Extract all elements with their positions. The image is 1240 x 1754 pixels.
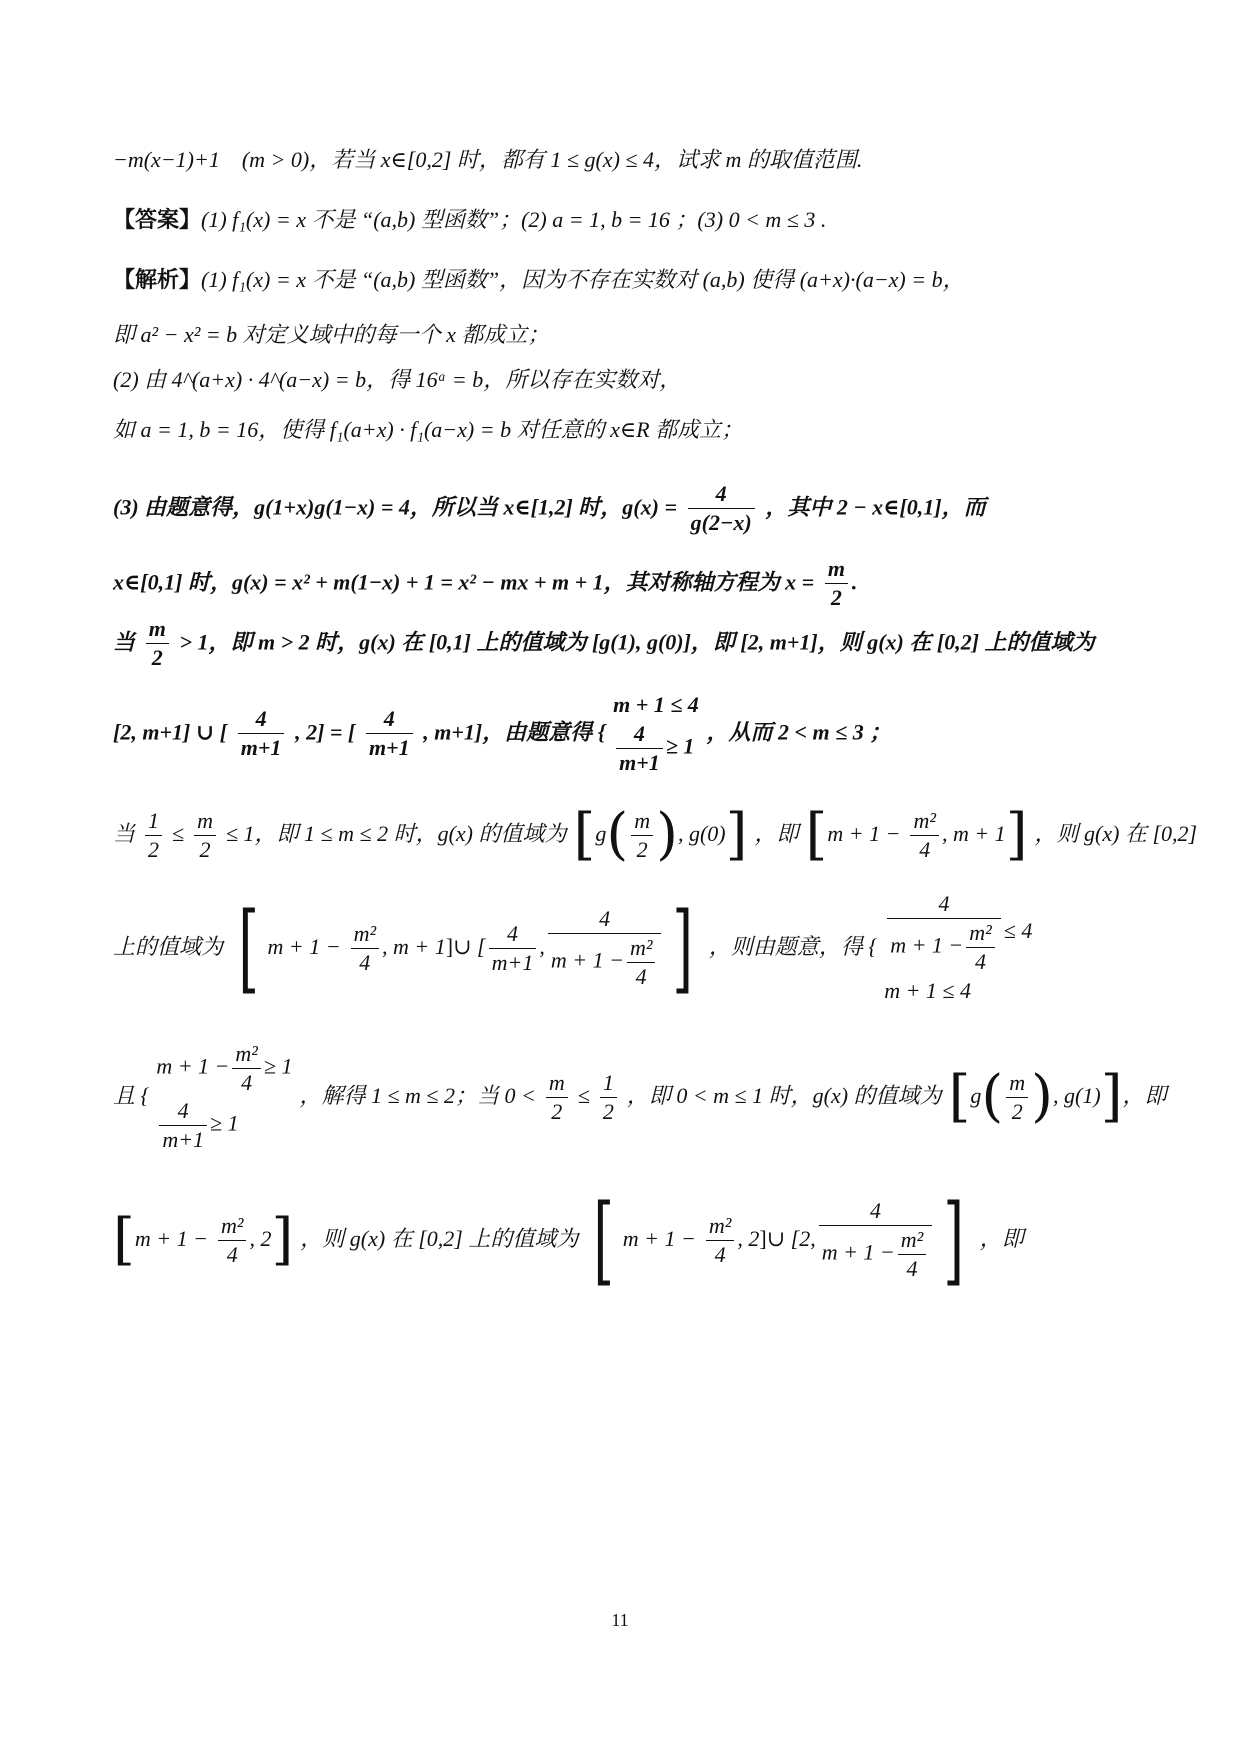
fraction-m2-over-4 [218, 1212, 246, 1269]
fraction-numerator: 4 [489, 920, 537, 949]
fraction-numerator: 1 [600, 1069, 617, 1098]
expr-head: m + 1 − [622, 1226, 696, 1251]
part3-text-2a: x∈[0,1] 时，g(x) = x² + m(1−x) + 1 = x² − mx + m + 1，其对称轴方程为 x = [113, 569, 815, 595]
fraction-numerator: m [825, 555, 848, 584]
fraction-denominator: 2 [636, 836, 648, 862]
fraction-denominator: 4 [226, 1241, 238, 1267]
fraction-1-over-2 [145, 807, 162, 864]
system-row-2: m + 1 ≤ 4 [884, 978, 971, 1003]
fraction-denominator: 4 [714, 1241, 726, 1267]
fraction-m-over-2 [1006, 1069, 1028, 1126]
interval-tail: , m + 1 [382, 934, 446, 959]
part3-text-4c: , m+1]，由题意得 { [423, 719, 606, 745]
part3-text-3b: > 1，即 m > 2 时，g(x) 在 [0,1] 上的值域为 [g(1), g(0)]，即 [2, m+1]，则 g(x) 在 [0,2] 上的值域为 [179, 629, 1095, 655]
case3-text-2a: ，则 g(x) 在 [0,2] 上的值域为 [300, 1226, 579, 1251]
fraction-m2-over-4 [706, 1212, 734, 1269]
case3-text-e: ，即 [1122, 1083, 1167, 1108]
fraction-m-over-2 [631, 807, 653, 864]
case2-text-c: ≤ 1，即 1 ≤ m ≤ 2 时，g(x) 的值域为 [225, 821, 567, 846]
fraction-numerator: m² [898, 1226, 926, 1255]
fraction-numerator: m² [351, 920, 379, 949]
case3-text-a: 且 { [113, 1083, 150, 1108]
expr-head: m + 1 − [550, 947, 624, 973]
system-row-1-relation: ≥ 1 [263, 1053, 293, 1079]
fraction-4-over-mp1 [616, 720, 663, 777]
fraction-denominator: 2 [199, 836, 211, 862]
case2-text-e: ，则 g(x) 在 [0,2] [1034, 821, 1198, 846]
fraction-numerator: m [1006, 1069, 1028, 1098]
fraction-denominator: 2 [151, 645, 163, 670]
part3-text-4a: [2, m+1] ∪ [ [113, 719, 228, 745]
interval-tail: , 2 [737, 1226, 760, 1251]
expr-head: m + 1 − [134, 1226, 208, 1251]
inequality-system [613, 690, 699, 777]
fraction-numerator: m² [910, 807, 938, 836]
fraction-numerator: m [546, 1069, 568, 1098]
part2-line-2 [113, 415, 1140, 446]
g0-term: , g(0) [677, 821, 726, 846]
union-symbol: ∪ [2, [766, 1226, 816, 1251]
part3-line-1 [113, 480, 1140, 537]
fraction-denominator: m+1 [491, 949, 534, 975]
fraction-denominator: 2 [830, 585, 842, 610]
case2-line-1: 当 $\frac{1}{2}$ ≤ $\frac{m}{2}$ ≤ 1，即 1 ≤ m ≤ 2 时，g(x) 的值域为 [g( $\frac{m}{2}$ ), g(0)] ，即 [m + 1 − $\frac{\text{m²}}{4}$ , m + 1] ，则 g(x) 在 [0,2] [113, 802, 1198, 867]
fraction-numerator: 4 [688, 480, 755, 509]
part2-line-1 [113, 365, 1140, 396]
expr-head: m + 1 − [156, 1053, 230, 1079]
analysis-text: (1) f₁(x) = x 不是 “(a,b) 型函数”，因为不存在实数对 (a,b) 使得 (a+x)·(a−x) = b， [201, 267, 965, 292]
page-number: 11 [611, 1610, 629, 1630]
case2-text-b: ≤ [172, 821, 185, 846]
problem-condition-text: −m(x−1)+1 (m > 0)，若当 x∈[0,2] 时，都有 1 ≤ g(x) ≤ 4，试求 m 的取值范围. [113, 147, 863, 172]
answer-tag: 【答案】 [113, 207, 202, 233]
part2-text-1: (2) 由 4^(a+x) · 4^(a−x) = b，得 16ᵃ = b，所以存在实数对， [113, 367, 682, 392]
fraction-denominator: 2 [1011, 1098, 1023, 1124]
problem-condition-line [113, 145, 1140, 176]
fraction-m2-over-4 [910, 807, 938, 864]
part3-text-4b: , 2] = [ [295, 719, 356, 745]
case3-text-b: ，解得 1 ≤ m ≤ 2；当 0 < [299, 1083, 536, 1108]
fraction-numerator: m [194, 807, 216, 836]
inequality-system [156, 1040, 292, 1154]
analysis-text-2: 即 a² − x² = b 对定义域中的每一个 x 都成立； [113, 322, 550, 347]
fraction-denominator: 4 [906, 1256, 918, 1281]
fraction-4-over-mp1 [159, 1097, 207, 1154]
case3-line-2: [m + 1 − $\frac{\text{m²}}{4}$ , 2] ，则 g(x) 在 [0,2] 上的值域为 [ m + 1 − $\frac{\text{m²}}{4}$ , 2]∪ [2, 4 m + 1 − $\frac{\text{m²}}{4}$ ] ，即 [113, 1184, 1024, 1296]
system-row-1 [156, 1040, 292, 1097]
fraction-numerator: 4 [366, 705, 413, 734]
fraction-denominator: m+1 [619, 750, 660, 775]
fraction-numerator: m² [966, 919, 994, 948]
fraction-numerator: m [146, 615, 169, 644]
g-symbol: g [595, 821, 607, 846]
fraction-denominator: g(2−x) [690, 510, 752, 535]
fraction-numerator: 4 [159, 1097, 207, 1126]
inequality-system [884, 890, 1032, 1006]
part3-text-1a: (3) 由题意得，g(1+x)g(1−x) = 4，所以当 x∈[1,2] 时，g(x) = [113, 494, 677, 520]
fraction-m2-over-4 [351, 920, 379, 977]
system-row-1 [884, 890, 1032, 976]
fraction-m2-over-4 [232, 1040, 260, 1097]
fraction-numerator: m² [706, 1212, 734, 1241]
system-row-2-relation: ≥ 1 [210, 1110, 239, 1136]
expr-head: m + 1 − [827, 821, 901, 846]
part3-line-3 [113, 615, 1140, 672]
expr-head: m + 1 − [821, 1239, 895, 1265]
fraction-numerator: m [631, 807, 653, 836]
fraction-m-over-2 [546, 1069, 568, 1126]
fraction-denominator: m+1 [240, 735, 282, 760]
fraction-numerator: 1 [145, 807, 162, 836]
analysis-line-2 [113, 320, 1140, 351]
part2-text-2: 如 a = 1, b = 16，使得 f₁(a+x) · f₁(a−x) = b 对任意的 x∈R 都成立； [113, 417, 744, 442]
fraction-m2-over-4 [627, 934, 655, 991]
case2-text-a: 当 [113, 821, 136, 846]
fraction-m-over-2 [194, 807, 216, 864]
fraction-m-over-2 [825, 555, 848, 612]
fraction-4-over-expr [548, 905, 662, 991]
fraction-numerator: m² [218, 1212, 246, 1241]
fraction-denominator: m+1 [162, 1127, 205, 1152]
case3-text-d: ，即 0 < m ≤ 1 时，g(x) 的值域为 [626, 1083, 942, 1108]
fraction-denominator: 4 [975, 949, 987, 974]
fraction-denominator [819, 1226, 933, 1283]
fraction-numerator: m² [232, 1040, 260, 1069]
fraction-m2-over-4 [966, 919, 994, 976]
fraction-denominator: 2 [602, 1098, 614, 1124]
expr-head: m + 1 − [267, 934, 341, 959]
comma: , [539, 934, 545, 959]
fraction-denominator [887, 919, 1001, 976]
interval-tail: , 2 [249, 1226, 272, 1251]
fraction-denominator: 2 [148, 836, 160, 862]
fraction-denominator: 4 [919, 836, 931, 862]
fraction-4-over-mp1 [366, 705, 413, 762]
answer-line [113, 205, 1140, 236]
g-symbol: g [970, 1083, 982, 1108]
fraction-denominator: 4 [241, 1070, 253, 1095]
fraction-4-over-mp1 [489, 920, 537, 977]
system-row-2-relation: ≥ 1 [665, 733, 695, 759]
case3-text-2b: ，即 [979, 1226, 1024, 1251]
fraction-1-over-2 [600, 1069, 617, 1126]
fraction-4-over-g [688, 480, 755, 537]
fraction-denominator: 4 [359, 949, 371, 975]
system-row-1: m + 1 ≤ 4 [613, 692, 699, 717]
part3-line-4 [113, 690, 1140, 777]
case2-line-2: 上的值域为 [ m + 1 − $\frac{\text{m²}}{4}$ , m + 1]∪ [ $\frac{4}{m+1}$ , 4 m + 1 − $\frac{\text{m²}}{4}$ ] ，则由题意，得 { 4 m + 1 − $\frac{\text{m²}}{4}$ ≤ 4 m + 1 ≤ 4 [113, 891, 1033, 1004]
fraction-numerator: 4 [238, 705, 285, 734]
analysis-tag: 【解析】 [113, 267, 202, 293]
fraction-denominator [548, 934, 662, 991]
analysis-line [113, 265, 1140, 296]
fraction-numerator: 4 [616, 720, 663, 749]
system-row-2 [613, 720, 699, 777]
part3-text-3a: 当 [113, 629, 136, 655]
expr-head: m + 1 − [890, 932, 964, 958]
case2-text-2b: ，则由题意，得 { [708, 934, 878, 959]
fraction-4-over-expr [887, 890, 1001, 976]
fraction-m2-over-4 [898, 1226, 926, 1283]
fraction-numerator: 4 [548, 905, 662, 934]
part3-line-2: x∈[0,1] 时，g(x) = x² + m(1−x) + 1 = x² − mx + m + 1，其对称轴方程为 x = $\frac{m}{2}$ . [113, 556, 857, 610]
g1-term: , g(1) [1053, 1083, 1101, 1108]
case3-line-1: 且 { m + 1 − $\frac{\text{m²}}{4}$ ≥ 1 $\frac{4}{m+1}$ ≥ 1 ，解得 1 ≤ m ≤ 2；当 0 < $\frac{m}{2}$ ≤ $\frac{1}{2}$ ，即 0 < m ≤ 1 时，g(x) 的值域为 [g( $\frac{m}{2}$ ), g(1)]，即 [113, 1041, 1167, 1152]
system-row-1-relation: ≤ 4 [1003, 918, 1033, 944]
part3-text-1b: ，其中 2 − x∈[0,1]，而 [765, 494, 986, 520]
case3-text-c: ≤ [577, 1083, 590, 1108]
fraction-m-over-2 [146, 615, 169, 672]
system-row-2 [156, 1097, 292, 1154]
fraction-4-over-expr [819, 1197, 933, 1283]
union-symbol: ∪ [ [453, 934, 486, 959]
fraction-numerator: m² [627, 934, 655, 963]
fraction-4-over-mp1 [238, 705, 285, 762]
case2-text-d: ，即 [754, 821, 799, 846]
case2-text-2a: 上的值域为 [113, 934, 224, 959]
fraction-denominator: 2 [551, 1098, 563, 1124]
answer-text: (1) f₁(x) = x 不是 “(a,b) 型函数”；(2) a = 1, b = 16 ；(3) 0 < m ≤ 3 . [201, 207, 827, 232]
fraction-numerator: 4 [887, 890, 1001, 919]
fraction-numerator: 4 [819, 1197, 933, 1226]
interval-tail: , m + 1 [941, 821, 1006, 846]
part3-text-4d: ，从而 2 < m ≤ 3 ； [706, 719, 892, 745]
fraction-denominator: 4 [635, 964, 647, 989]
fraction-denominator: m+1 [368, 735, 410, 760]
